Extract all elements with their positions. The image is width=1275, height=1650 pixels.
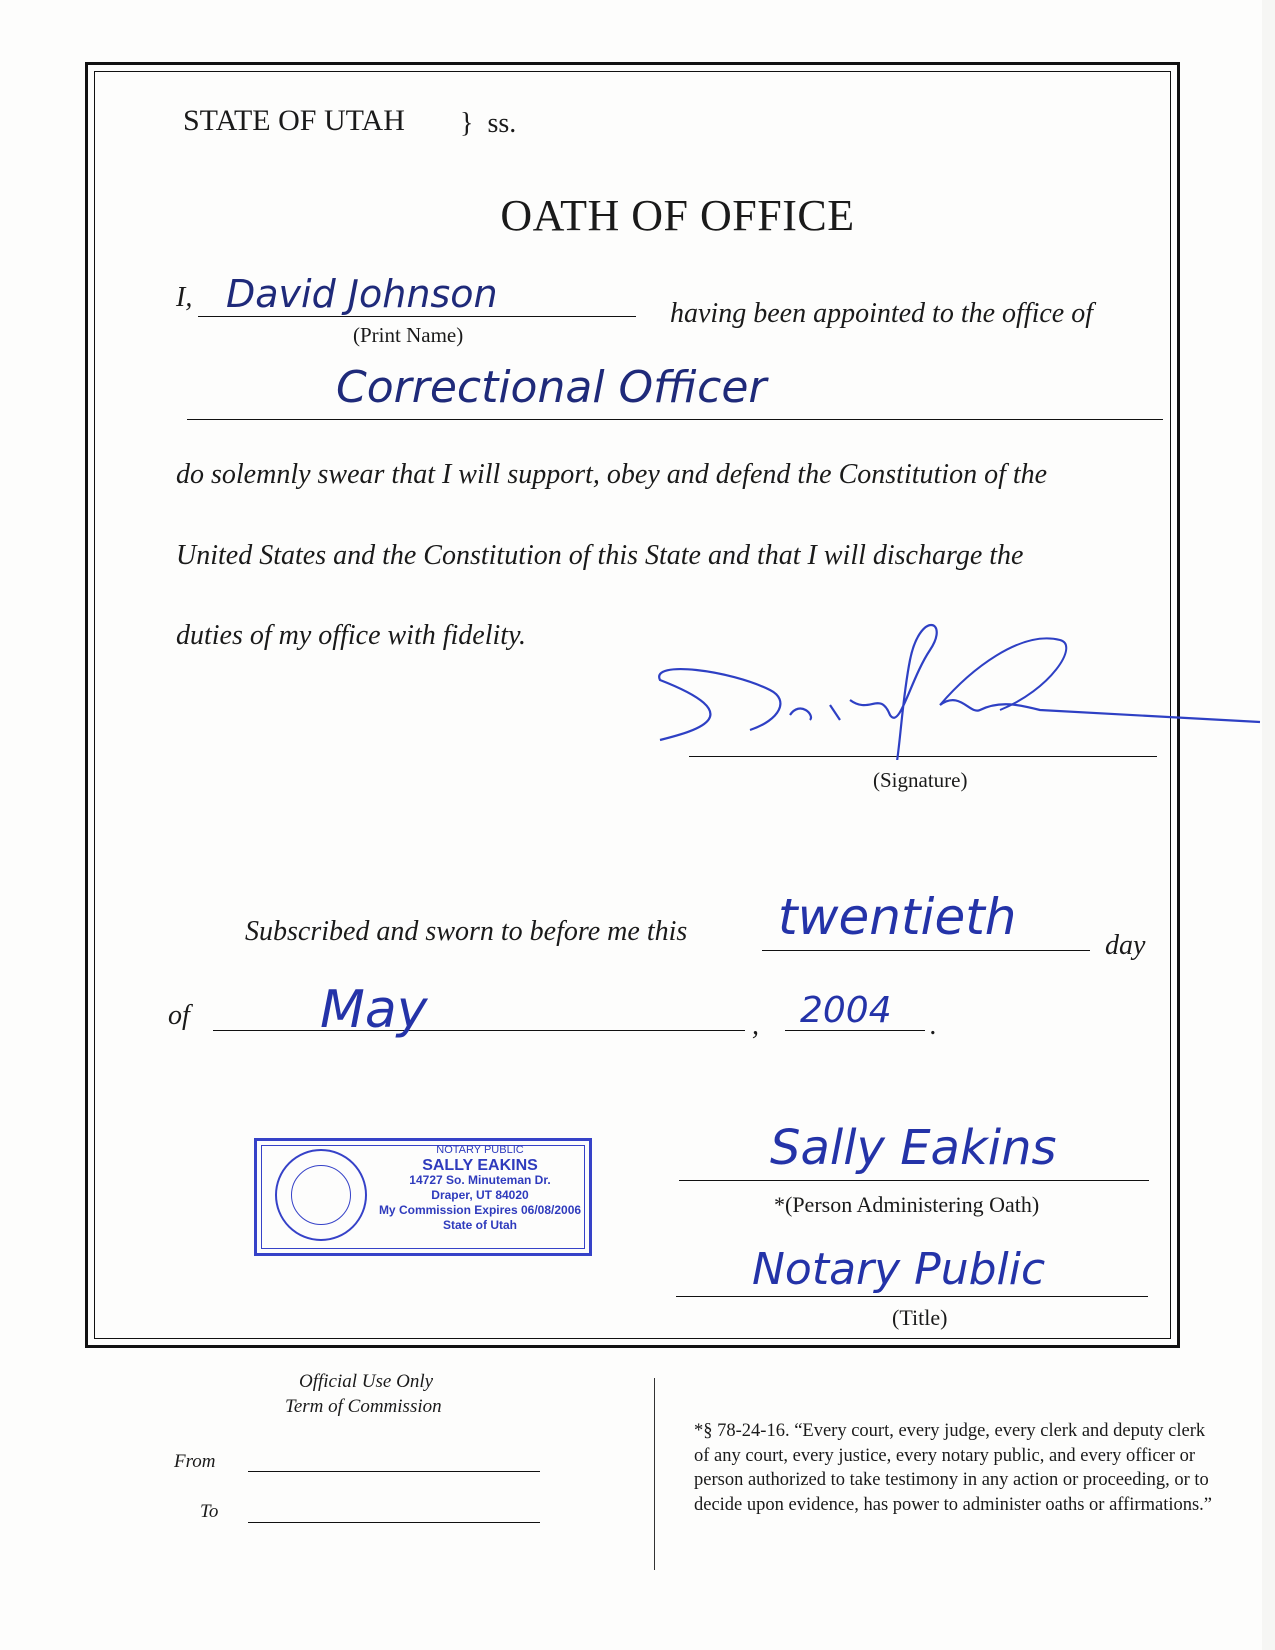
stamp-line-2: SALLY EAKINS (422, 1157, 538, 1174)
footer-divider (654, 1378, 655, 1570)
oath-body-line-2: United States and the Constitution of this State and that I will discharge the (176, 540, 1024, 571)
oath-body-line-1: do solemnly swear that I will support, obey and defend the Constitution of the (176, 459, 1048, 490)
day-handwritten: twentieth (778, 888, 1017, 946)
page-title: OATH OF OFFICE (500, 191, 855, 240)
month-handwritten: May (320, 980, 428, 1040)
ss-label: ss. (487, 108, 517, 139)
to-label: To (200, 1501, 219, 1522)
administrator-signature: Sally Eakins (770, 1120, 1057, 1176)
month-line (213, 1030, 745, 1031)
day-label: day (1105, 930, 1146, 961)
print-name-handwritten: David Johnson (226, 272, 498, 316)
oath-prefix: I, (176, 282, 193, 313)
state-heading: STATE OF UTAH (183, 104, 405, 137)
subscribed-text: Subscribed and sworn to before me this (245, 916, 688, 947)
print-name-label: (Print Name) (353, 323, 464, 347)
stamp-text (375, 1143, 585, 1233)
state-seal-icon (275, 1149, 367, 1241)
from-label: From (174, 1451, 216, 1472)
signature-label: (Signature) (873, 768, 968, 792)
year-handwritten: 2004 (800, 990, 892, 1031)
period-glyph: . (930, 1010, 937, 1041)
of-label: of (168, 1000, 190, 1031)
stamp-line-5: My Commission Expires 06/08/2006 (378, 1203, 582, 1217)
term-heading: Term of Commission (285, 1396, 442, 1417)
stamp-line-3: 14727 So. Minuteman Dr. (409, 1173, 551, 1187)
comma-glyph: , (752, 1010, 759, 1041)
brace-glyph: } (460, 108, 474, 139)
venue-ss (460, 108, 516, 140)
office-line (187, 419, 1163, 420)
office-handwritten: Correctional Officer (336, 362, 767, 413)
stamp-line-4: Draper, UT 84020 (431, 1188, 529, 1202)
handwritten-signature (640, 620, 1275, 760)
stamp-line-6: State of Utah (442, 1218, 517, 1232)
print-name-line (198, 316, 636, 317)
to-line (248, 1522, 540, 1523)
from-line (248, 1471, 540, 1472)
official-use-heading: Official Use Only (299, 1371, 434, 1392)
administrator-line (679, 1180, 1149, 1181)
administrator-label: *(Person Administering Oath) (774, 1192, 1040, 1217)
title-label: (Title) (892, 1305, 948, 1330)
title-line (676, 1296, 1148, 1297)
notary-stamp (254, 1138, 592, 1256)
stamp-line-1: NOTARY PUBLIC (436, 1144, 524, 1156)
appointed-text: having been appointed to the office of (670, 298, 1094, 329)
title-handwritten: Notary Public (752, 1244, 1046, 1295)
statute-text: *§ 78-24-16. “Every court, every judge, every clerk and deputy clerk of any court, every justice, every notary public, and every officer or person authorized to take testimony in any action or proceeding, or to decide upon evidence, has power to administer oaths or affirmations.” (694, 1421, 1213, 1515)
oath-body-line-3: duties of my office with fidelity. (176, 620, 526, 651)
day-line (762, 950, 1090, 951)
